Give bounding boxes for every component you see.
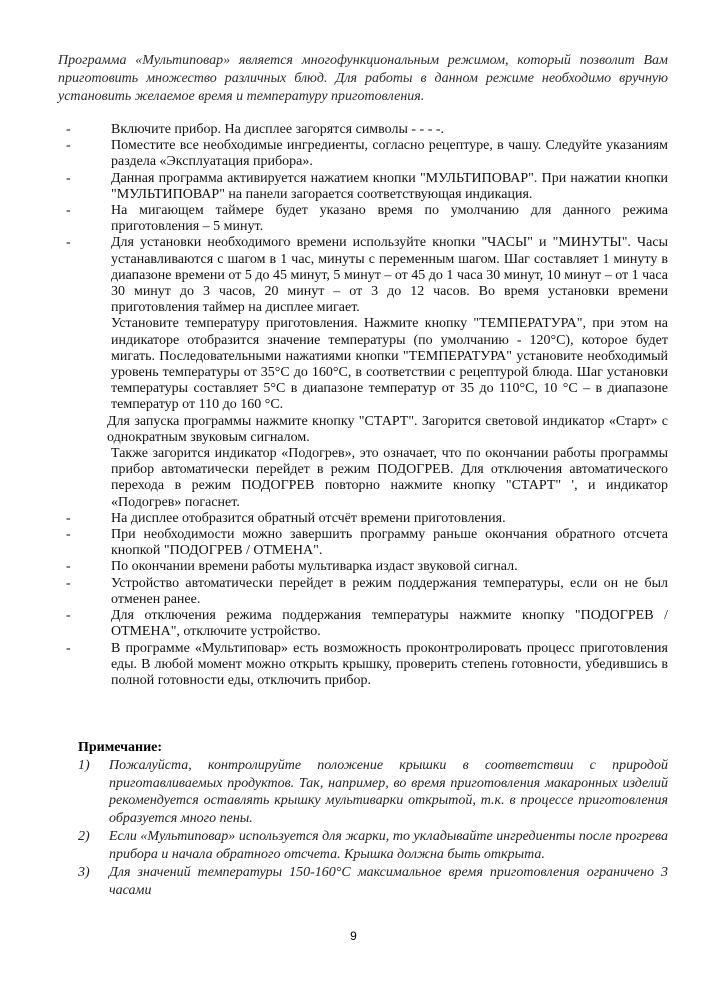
intro-paragraph: Программа «Мультиповар» является многофункциональным режимом, который позволит Вам приготовить множество различных блюд. Для работы в данном режиме необходимо вручную установить желаемое время и температуру приготовления. [58,53,668,104]
list-item-text: Для установки необходимого времени используйте кнопки "ЧАСЫ" и "МИНУТЫ". Часы устанавливаются с шагом в 1 час, минуты с переменным шагом. Шаг составляет 1 минуту в диапазоне времени от 5 до 45 минут, 5 минут – от 45 до 1 часа 30 минут, 10 минут – от 1 часа 30 минут до 3 часов, 20 минут – от 3 до 12 часов. Во время установки времени приготовления таймер на дисплее мигает. [111,235,668,316]
list-item [60,122,668,138]
note-number: 3) [78,865,90,880]
list-item [60,608,668,640]
bullet-dash: - [66,559,71,575]
bullet-dash: - [66,122,71,137]
bullet-dash: - [66,203,71,219]
list-item [60,446,668,511]
page-number: 9 [350,929,357,943]
instruction-list [60,122,668,689]
list-item-text: На дисплее отобразится обратный отсчёт времени приготовления. [111,510,506,526]
list-item [60,576,668,608]
bullet-dash: - [66,510,71,526]
list-item-text: В программе «Мультиповар» есть возможность проконтролировать процесс приготовления еды. В любой момент можно открыть крышку, проверить степень готовности, убедившись в полной готовности еды, отключить прибор. [111,640,668,688]
list-item-text: Устройство автоматически перейдет в режим поддержания температуры, если он не был отменен ранее. [111,575,668,607]
list-item [60,511,668,527]
bullet-dash: - [66,640,71,656]
list-item-text: Для запуска программы нажмите кнопку "СТАРТ". Загорится световой индикатор «Старт» с однократным звуковым сигналом. [107,413,668,445]
note-item [78,757,668,827]
list-item-text: Поместите все необходимые ингредиенты, согласно рецептуре, в чашу. Следуйте указаниям раздела «Эксплуатация прибора». [111,138,668,170]
bullet-dash: - [66,527,71,543]
list-item-text: Включите прибор. На дисплее загорятся символы - - - -. [111,122,445,137]
notes-list [78,757,668,900]
list-item [60,641,668,690]
list-item [60,203,668,235]
list-item-text: По окончании времени работы мультиварка издаст звуковой сигнал. [111,559,518,575]
list-item [60,559,668,575]
bullet-dash: - [66,138,71,154]
note-number: 1) [78,758,90,773]
list-item-text: Для отключения режима поддержания температуры нажмите кнопку "ПОДОГРЕВ / ОТМЕНА", отключите устройство. [111,608,668,640]
list-item-text: Установите температуру приготовления. Нажмите кнопку "ТЕМПЕРАТУРА", при этом на индикаторе отобразится значение температуры (по умолчанию - 120°C), которое будет мигать. Последовательными нажатиями кнопки "ТЕМПЕРАТУРА" установите необходимый уровень температуры от 35°C до 160°C, в соответствии с рецептурой блюда. Шаг установки температуры составляет 5°C в диапазоне температур от 35 до 110°C, 10 °C – в диапазоне температур от 110 до 160 °C. [111,316,668,413]
note-text: Для значений температуры 150-160°C максимальное время приготовления ограничено 3 часами [109,865,668,898]
bullet-dash: - [66,575,71,591]
list-item-text: При необходимости можно завершить программу раньше окончания обратного отсчета кнопкой "ПОДОГРЕВ / ОТМЕНА". [111,527,668,559]
list-item [60,527,668,559]
bullet-dash: - [66,608,71,624]
bullet-dash: - [66,235,71,251]
list-item [60,414,668,446]
list-item-text: Также загорится индикатор «Подогрев», это означает, что по окончании работы программы прибор автоматически перейдет в режим ПОДОГРЕВ. Для отключения автоматического перехода в режим ПОДОГРЕВ повторно нажмите кнопку "СТАРТ" ', и индикатор «Подогрев» погаснет. [111,446,668,510]
list-item-text: Данная программа активируется нажатием кнопки "МУЛЬТИПОВАР". При нажатии кнопки "МУЛЬТИПОВАР" на панели загорается соответствующая индикация. [111,170,668,202]
notes-heading: Примечание: [78,740,163,755]
note-item [78,828,668,863]
bullet-dash: - [66,170,71,186]
list-item [60,316,668,413]
note-text: Если «Мультиповар» используется для жарки, то укладывайте ингредиенты после прогрева прибора и начала обратного отсчета. Крышка должна быть открыта. [109,829,668,862]
note-item [78,864,668,899]
list-item [60,235,668,316]
list-item [60,138,668,170]
list-item [60,171,668,203]
note-number: 2) [78,829,90,844]
list-item-text: На мигающем таймере будет указано время по умолчанию для данного режима приготовления – 5 минут. [111,203,668,235]
note-text: Пожалуйста, контролируйте положение крышки в соответствии с природой приготавливаемых продуктов. Так, например, во время приготовления макаронных изделий рекомендуется оставлять крышку мультиварки открытой, т.к. в процессе приготовления образуется много пены. [109,758,668,826]
